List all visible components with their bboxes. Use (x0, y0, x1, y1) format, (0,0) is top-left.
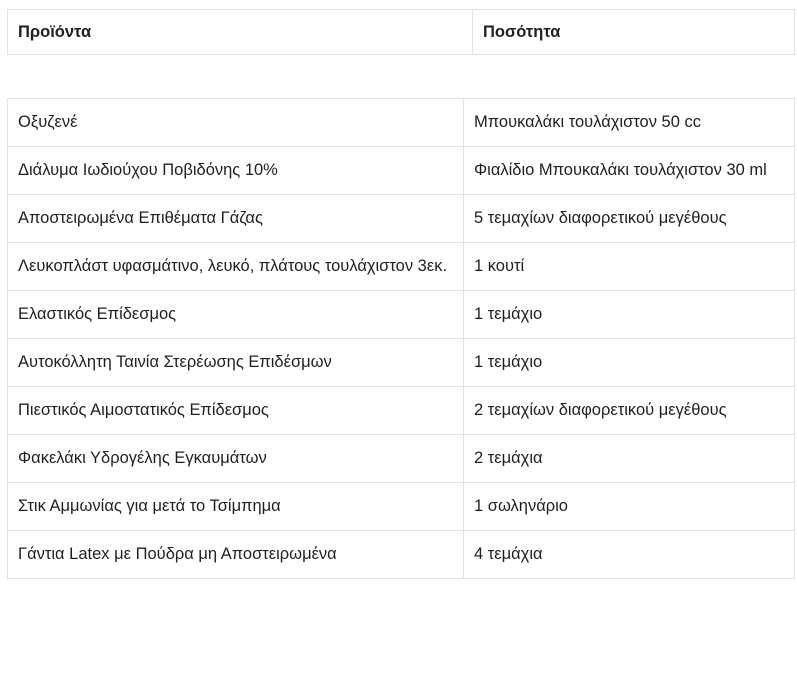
table-row (8, 99, 795, 147)
table-row (8, 435, 795, 483)
quantity-cell: 2 τεμαχίων διαφορετικού μεγέθους (464, 387, 795, 435)
table-row (8, 243, 795, 291)
header-quantity: Ποσότητα (473, 10, 795, 55)
product-cell: Διάλυμα Ιωδιούχου Ποβιδόνης 10% (8, 147, 464, 195)
quantity-cell: 1 τεμάχιο (464, 291, 795, 339)
product-cell: Στικ Αμμωνίας για μετά το Τσίμπημα (8, 483, 464, 531)
table-row (8, 147, 795, 195)
table-row (8, 291, 795, 339)
table-row (8, 531, 795, 579)
quantity-cell: 1 σωληνάριο (464, 483, 795, 531)
product-cell: Αποστειρωμένα Επιθέματα Γάζας (8, 195, 464, 243)
quantity-cell: Φιαλίδιο Μπουκαλάκι τουλάχιστον 30 ml (464, 147, 795, 195)
table-row (8, 387, 795, 435)
table-row (8, 339, 795, 387)
quantity-cell: 4 τεμάχια (464, 531, 795, 579)
quantity-cell: 1 κουτί (464, 243, 795, 291)
quantity-cell: 2 τεμάχια (464, 435, 795, 483)
quantity-cell: 5 τεμαχίων διαφορετικού μεγέθους (464, 195, 795, 243)
products-table (7, 98, 795, 579)
product-cell: Οξυζενέ (8, 99, 464, 147)
table-row (8, 195, 795, 243)
header-row (8, 10, 795, 55)
product-cell: Φακελάκι Υδρογέλης Εγκαυμάτων (8, 435, 464, 483)
header-table (7, 9, 795, 55)
product-cell: Γάντια Latex με Πούδρα μη Αποστειρωμένα (8, 531, 464, 579)
product-cell: Λευκοπλάστ υφασμάτινο, λευκό, πλάτους τουλάχιστον 3εκ. (8, 243, 464, 291)
quantity-cell: Μπουκαλάκι τουλάχιστον 50 cc (464, 99, 795, 147)
product-cell: Πιεστικός Αιμοστατικός Επίδεσμος (8, 387, 464, 435)
quantity-cell: 1 τεμάχιο (464, 339, 795, 387)
product-cell: Αυτοκόλλητη Ταινία Στερέωσης Επιδέσμων (8, 339, 464, 387)
product-cell: Ελαστικός Επίδεσμος (8, 291, 464, 339)
header-products: Προϊόντα (8, 10, 473, 55)
table-row (8, 483, 795, 531)
